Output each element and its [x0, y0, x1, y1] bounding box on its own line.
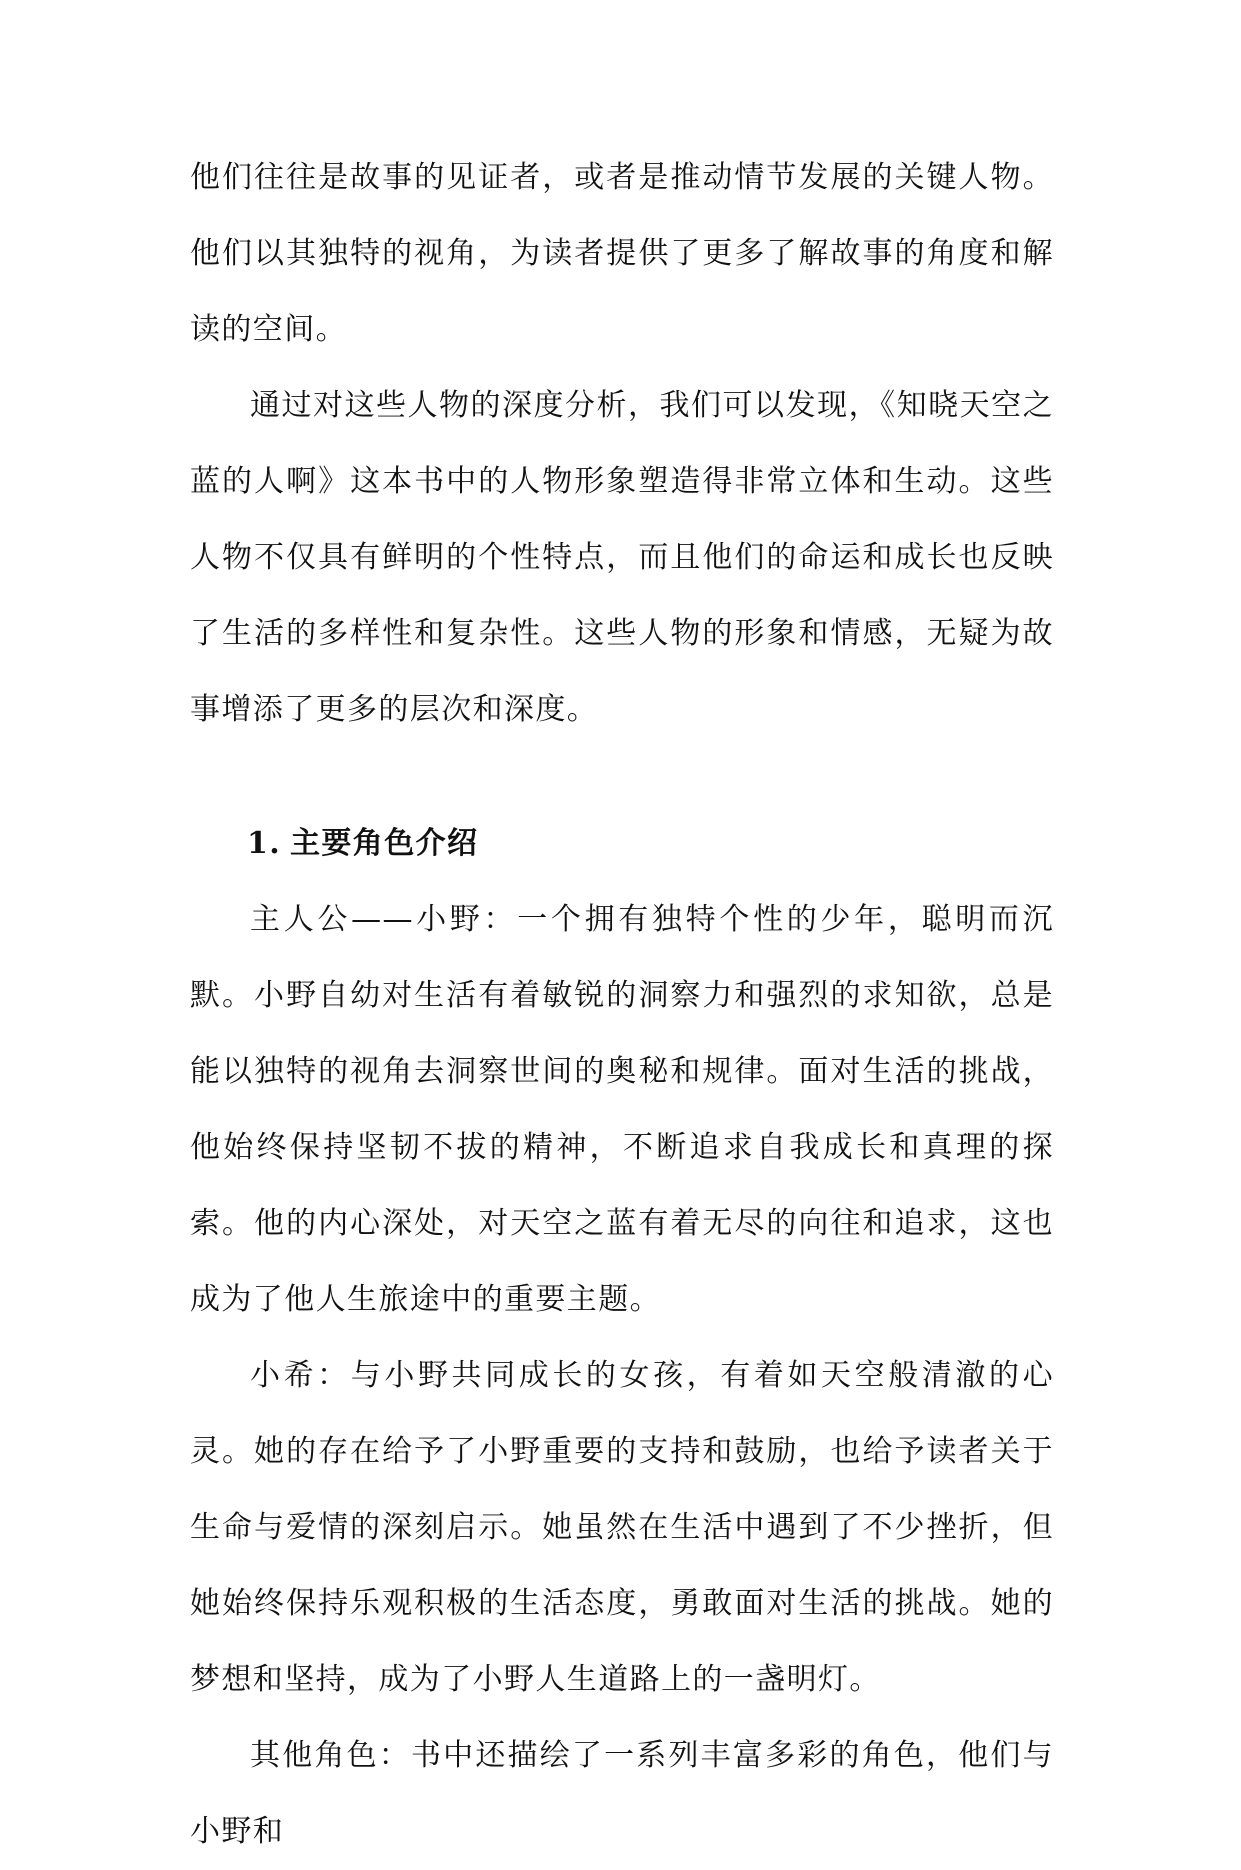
paragraph-protagonist: 主人公——小野：一个拥有独特个性的少年，聪明而沉默。小野自幼对生活有着敏锐的洞察力和强烈的求知欲，总是能以独特的视角去洞察世间的奥秘和规律。面对生活的挑战，他始终保持坚韧不拔的精神，不断追求自我成长和真理的探索。他的内心深处，对天空之蓝有着无尽的向往和追求，这也成为了他人生旅途中的重要主题。 — [190, 902, 1054, 1317]
section-heading-number: 1. — [247, 826, 282, 861]
section-heading — [190, 806, 1054, 882]
paragraph-xiaoxi: 小希：与小野共同成长的女孩，有着如天空般清澈的心灵。她的存在给予了小野重要的支持和鼓励，也给予读者关于生命与爱情的深刻启示。她虽然在生活中遇到了不少挫折，但她始终保持乐观积极的生活态度，勇敢面对生活的挑战。她的梦想和坚持，成为了小野人生道路上的一盏明灯。 — [190, 1358, 1054, 1697]
paragraph-analysis-summary: 通过对这些人物的深度分析，我们可以发现，《知晓天空之蓝的人啊》这本书中的人物形象塑造得非常立体和生动。这些人物不仅具有鲜明的个性特点，而且他们的命运和成长也反映了生活的多样性和复杂性。这些人物的形象和情感，无疑为故事增添了更多的层次和深度。 — [190, 388, 1054, 727]
paragraph-continuation: 他们往往是故事的见证者，或者是推动情节发展的关键人物。他们以其独特的视角，为读者提供了更多了解故事的角度和解读的空间。 — [190, 160, 1054, 347]
paragraph-other-characters: 其他角色：书中还描绘了一系列丰富多彩的角色，他们与小野和 — [190, 1738, 1054, 1849]
section-heading-title: 主要角色介绍 — [290, 826, 479, 861]
text-column — [190, 140, 1054, 1870]
